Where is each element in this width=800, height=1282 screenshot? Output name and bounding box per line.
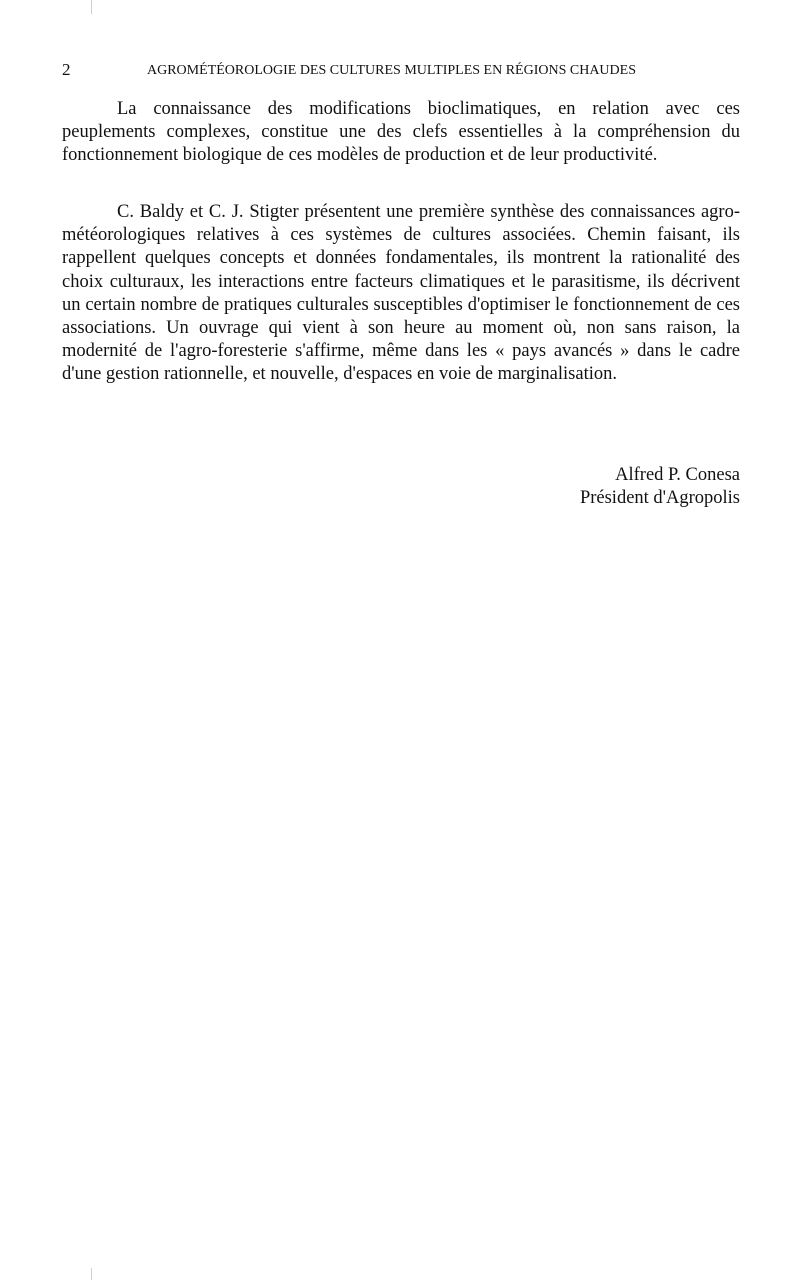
- scan-mark-top: [91, 0, 92, 14]
- signature-title: Président d'Agropolis: [579, 488, 740, 509]
- signature-name: Alfred P. Conesa: [615, 465, 740, 485]
- scan-mark-bottom: [91, 1268, 92, 1280]
- signature-block: [580, 464, 740, 510]
- page-number: 2: [62, 60, 71, 79]
- running-header: AGROMÉTÉOROLOGIE DES CULTURES MULTIPLES EN RÉGIONS CHAUDES: [147, 63, 636, 78]
- paragraph-2: C. Baldy et C. J. Stigter présentent une première synthèse des connaissances agro-météorologiques relatives à ces systèmes de cultures associées. Chemin faisant, ils rappellent quelques concepts et données fondamentales, ils montrent la rationalité des choix culturaux, les interactions entre facteurs climatiques et le parasitisme, ils décrivent un certain nombre de pratiques culturales susceptibles d'optimiser le fonctionnement de ces associations. Un ouvrage qui vient à son heure au moment où, non sans raison, la modernité de l'agro-foresterie s'affirme, même dans les « pays avancés » dans le cadre d'une gestion rationnelle, et nouvelle, d'espaces en voie de marginalisation.: [62, 202, 740, 385]
- paragraph-1: La connaissance des modifications bioclimatiques, en relation avec ces peuplements complexes, constitue une des clefs essentielles à la compréhension du fonctionnement biologique de ces modèles de production et de leur productivité.: [62, 99, 740, 166]
